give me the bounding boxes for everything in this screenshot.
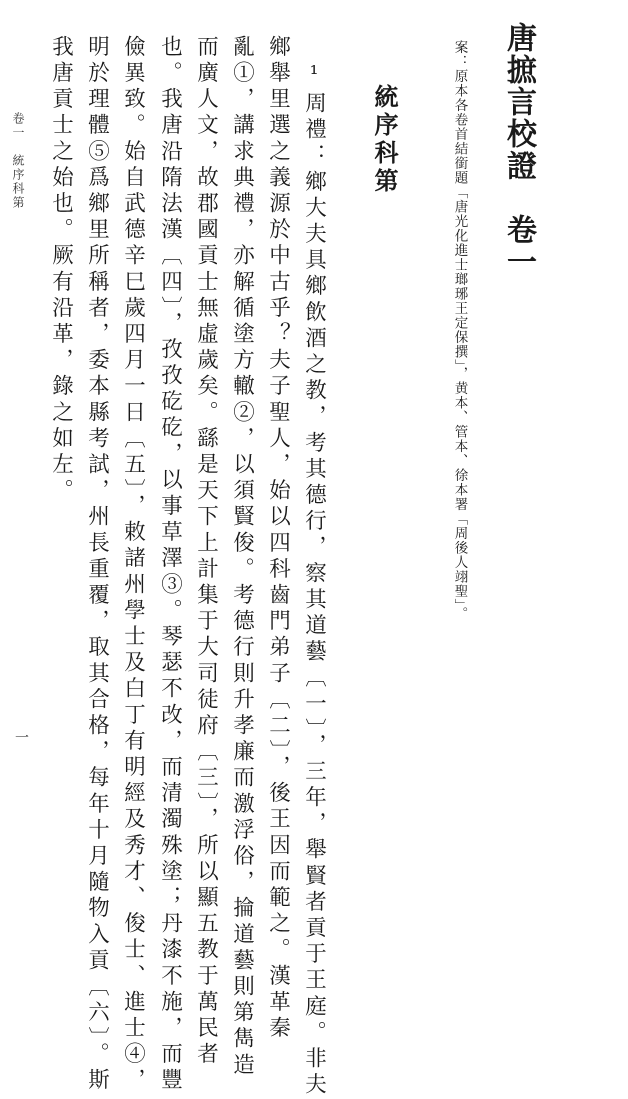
body-column: 而廣人文，故郡國貢士無虛歲矣。繇是天下上計集于大司徒府〔三〕，所以顯五教于萬民者 — [193, 35, 219, 1069]
running-head: 卷一 統序科第 — [11, 112, 25, 210]
body-column: 也。我唐沿隋法漢〔四〕，孜孜矻矻，以事草澤③。琴瑟不改，而清濁殊塗；丹漆不施，而豐 — [157, 35, 183, 1095]
body-column: ¹周禮：鄉大夫具鄉飲酒之教，考其德行，察其道藝〔一〕，三年，舉賢者貢于王庭。非夫 — [301, 62, 327, 1099]
book-title: 唐摭言校證 卷一 — [501, 22, 536, 278]
body-column: 我唐貢士之始也。厥有沿革，錄之如左。 — [48, 35, 74, 505]
body-column: 明於理體⑤爲鄉里所稱者，委本縣考試，州長重覆，取其合格，每年十月隨物入貢〔六〕。斯 — [84, 35, 110, 1095]
page-number: 一 — [13, 730, 29, 744]
body-column: 鄉舉里選之義源於中古乎？夫子聖人，始以四科齒門弟子〔二〕，後王因而範之。漢革秦 — [265, 35, 291, 1043]
body-column: 亂①，講求典禮，亦解循塗方轍②，以須賢俊。考德行則升孝廉而激浮俗，掄道藝則第雋造 — [229, 35, 255, 1079]
section-title: 統序科第 — [370, 84, 399, 196]
body-column: 儉異致。始自武德辛巳歲四月一日〔五〕，敕諸州學士及白丁有明經及秀才、俊士、進士④， — [120, 35, 146, 1095]
editorial-note: 案：原本各卷首結銜題「唐光化進士瑯琊王定保撰」，黄本、管本、徐本署「周後人翊聖」。 — [451, 40, 468, 621]
